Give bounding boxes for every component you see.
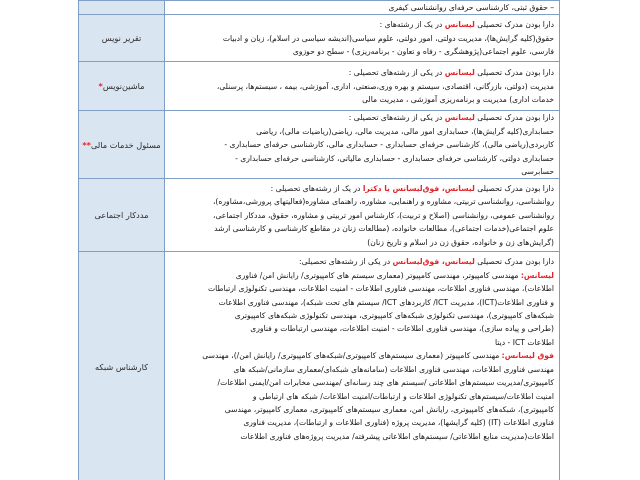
requirements-cell	[165, 252, 560, 480]
requirement-line: حسابرسی	[521, 167, 554, 177]
requirement-intro: دارا بودن مدرک تحصیلی لیسانس، فوق‌لیسانس در یکی از رشته‌های تحصیلی:	[299, 257, 554, 267]
job-title: کارشناس شبکه	[94, 361, 148, 372]
requirement-line: اطلاعات(مدیریت منابع اطلاعاتی/ سیستم‌های اطلاعاتی پیشرفته/ مدیریت پروژه‌های فناوری اطلاعات	[240, 431, 554, 441]
requirement-line: کامپیوتری/مدیریت سیستم‌های اطلاعاتی /سیستم های چند رسانه‌ای /مهندسی مخابرات امن/ایمنی اطلاعات/	[217, 378, 554, 388]
requirement-line: – حقوق ثبتی، کارشناسی حرفه‌ای روانشناسی کیفری	[388, 3, 554, 12]
requirement-line: خدمات اداری) مدیریت و برنامه‌ریزی آموزشی ، مدیریت مالی	[362, 95, 554, 105]
job-title-cell	[79, 62, 165, 111]
requirement-line: مدیریت (دولتی، بازرگانی، اقتصادی، سیستم و بهره وری،صنعتی، اداری، آموزشی، بیمه ، سیستم‌ها، پرسنلی،	[216, 81, 554, 91]
requirement-line: روانشناسی، روانشناسی تربیتی، مشاوره و راهنمایی، مشاوره، راهنمای مشاوره(فعالیتهای پرورشی،مشاوره)،	[212, 197, 554, 207]
table-row	[79, 1, 560, 15]
job-title: مسئول خدمات مالی	[90, 139, 161, 150]
table-row	[79, 179, 560, 252]
job-title-cell	[79, 15, 165, 62]
job-title: ماشین‌نویس	[102, 81, 145, 92]
table-row	[79, 111, 560, 179]
job-title-cell	[79, 111, 165, 179]
requirement-line: کاربردی(ریاضی مالی)، کارشناسی حرفه‌ای حسابداری - حسابداری مالی، کارشناسی حرفه‌ای حسابداری -	[224, 140, 554, 150]
job-title-cell	[79, 252, 165, 480]
job-title: مددکار اجتماعی	[94, 210, 149, 221]
degree-label: لیسانس، فوق‌لیسانس	[392, 257, 475, 267]
requirements-page	[78, 0, 560, 480]
job-requirements-table	[78, 0, 560, 480]
requirement-line: و فناوری اطلاعات(ICT)، مدیریت ICT/ کاربردهای ICT/ سیستم های تحت شبکه)، مهندسی فناوری اطلاعات	[218, 297, 554, 307]
bachelor-label: لیسانس:	[520, 270, 554, 280]
requirement-line: لیسانس: مهندسی کامپیوتر، مهندسی کامپیوتر (معماری سیستم های کامپیوتری/ رایانش امن/ فناوری	[235, 270, 554, 280]
requirement-line: اطلاعات)، مهندسی فناوری اطلاعات، مهندسی فناوری اطلاعات - امنیت اطلاعات، مهندسی تکنولوژی ارتباطات	[208, 284, 554, 294]
requirement-line: حسابداری(کلیه گرایش‌ها)، حسابداری امور مالی، مدیریت مالی، ریاضی(ریاضیات مالی)، ریاضی	[256, 126, 554, 136]
requirements-cell	[165, 111, 560, 179]
degree-label: لیسانس، فوق‌لیسانس یا دکترا	[362, 183, 475, 193]
degree-label: لیسانس	[444, 20, 475, 30]
masters-label: فوق لیسانس:	[501, 351, 554, 361]
requirements-cell	[165, 15, 560, 62]
table-row	[79, 252, 560, 480]
requirement-line: شبکه‌های کامپیوتری)، مهندسی تکنولوژی شبکه‌های کامپیوتری، مهندسی تکنولوژی شبکه‌های کامپیوتری	[234, 311, 554, 321]
requirement-intro: دارا بودن مدرک تحصیلی لیسانس در یکی از رشته‌های تحصیلی :	[348, 113, 554, 123]
requirement-line: (طراحی و پیاده سازی)، مهندسی فناوری اطلاعات - امنیت اطلاعات، مهندسی ارتباطات و فناوری	[250, 324, 554, 334]
requirement-line: مهندسی فناوری اطلاعات، مهندسی فناوری اطلاعات (سامانه‌های شبکه‌ای/معماری سازمانی/شبکه های	[233, 364, 554, 374]
degree-label: لیسانس	[444, 113, 475, 123]
requirement-line: علوم اجتماعی(خدمات اجتماعی)، مطالعات خانواده، (مطالعات زنان در مقاطع کارشناسی و کارشناسی ارشد	[214, 224, 554, 234]
requirement-line: فوق لیسانس: مهندسی کامپیوتر (معماری سیستم‌های کامپیوتری/شبکه‌های کامپیوتری/ رایانش امن/)، مهندسی	[202, 351, 554, 361]
requirement-intro: دارا بودن مدرک تحصیلی لیسانس در یک از رشته‌های :	[379, 20, 554, 30]
table-row	[79, 62, 560, 111]
footnote-star: *	[98, 81, 103, 92]
job-title-cell	[79, 179, 165, 252]
job-title: تقریر نویس	[101, 33, 142, 44]
requirement-line: روانشناسی عمومی، روانشناسی (اصلاح و تربیت)، کارشناس امور تربیتی و مشاوره، حقوق، مددکار اجتماعی،	[213, 210, 554, 220]
requirement-line: فناوری اطلاعات (IT) (کلیه گرایشها)، مدیریت پروژه (فناوری اطلاعات و ارتباطات)، مدیریت فناوری	[243, 418, 554, 428]
requirement-line: فارسی، علوم اجتماعی(پژوهشگری - رفاه و تعاون - برنامه‌ریزی) - سطح دو حوزوی	[292, 47, 554, 57]
requirement-line: امنیت اطلاعات/سیستم‌های تکنولوژی اطلاعات و ارتباطات/امنیت اطلاعات/ شبکه های ارتباطی و	[252, 391, 554, 401]
requirement-intro: دارا بودن مدرک تحصیلی لیسانس در یکی از رشته‌های تحصیلی :	[348, 68, 554, 78]
requirement-intro: دارا بودن مدرک تحصیلی لیسانس، فوق‌لیسانس یا دکترا در یک از رشته‌های تحصیلی :	[270, 183, 554, 193]
requirements-cell	[165, 1, 560, 15]
requirement-line: حقوق(کلیه گرایش‌ها)، مدیریت دولتی، امور دولتی، علوم سیاسی(اندیشه سیاسی در اسلام)، زبان و ادبیات	[222, 33, 554, 43]
requirement-line: حسابداری دولتی، کارشناسی حرفه‌ای حسابداری - حسابداری مالیاتی، کارشناسی حرفه‌ای حسابداری -	[235, 153, 554, 163]
footnote-star: **	[82, 139, 91, 150]
job-title-cell	[79, 1, 165, 15]
requirement-line: کامپیوتری)، شبکه‌های کامپیوتری، رایانش امن، معماری سیستم‌های کامپیوتری، معماری کامپیوتر، مهندسی	[224, 404, 554, 414]
degree-label: لیسانس	[444, 68, 475, 78]
requirement-line: (گرایش‌های زن و خانواده، حقوق زن در اسلام و تاریخ زنان)	[367, 237, 554, 247]
table-row	[79, 15, 560, 62]
requirements-cell	[165, 62, 560, 111]
requirements-cell	[165, 179, 560, 252]
requirement-line: اطلاعات ICT - دیتا	[495, 337, 554, 347]
